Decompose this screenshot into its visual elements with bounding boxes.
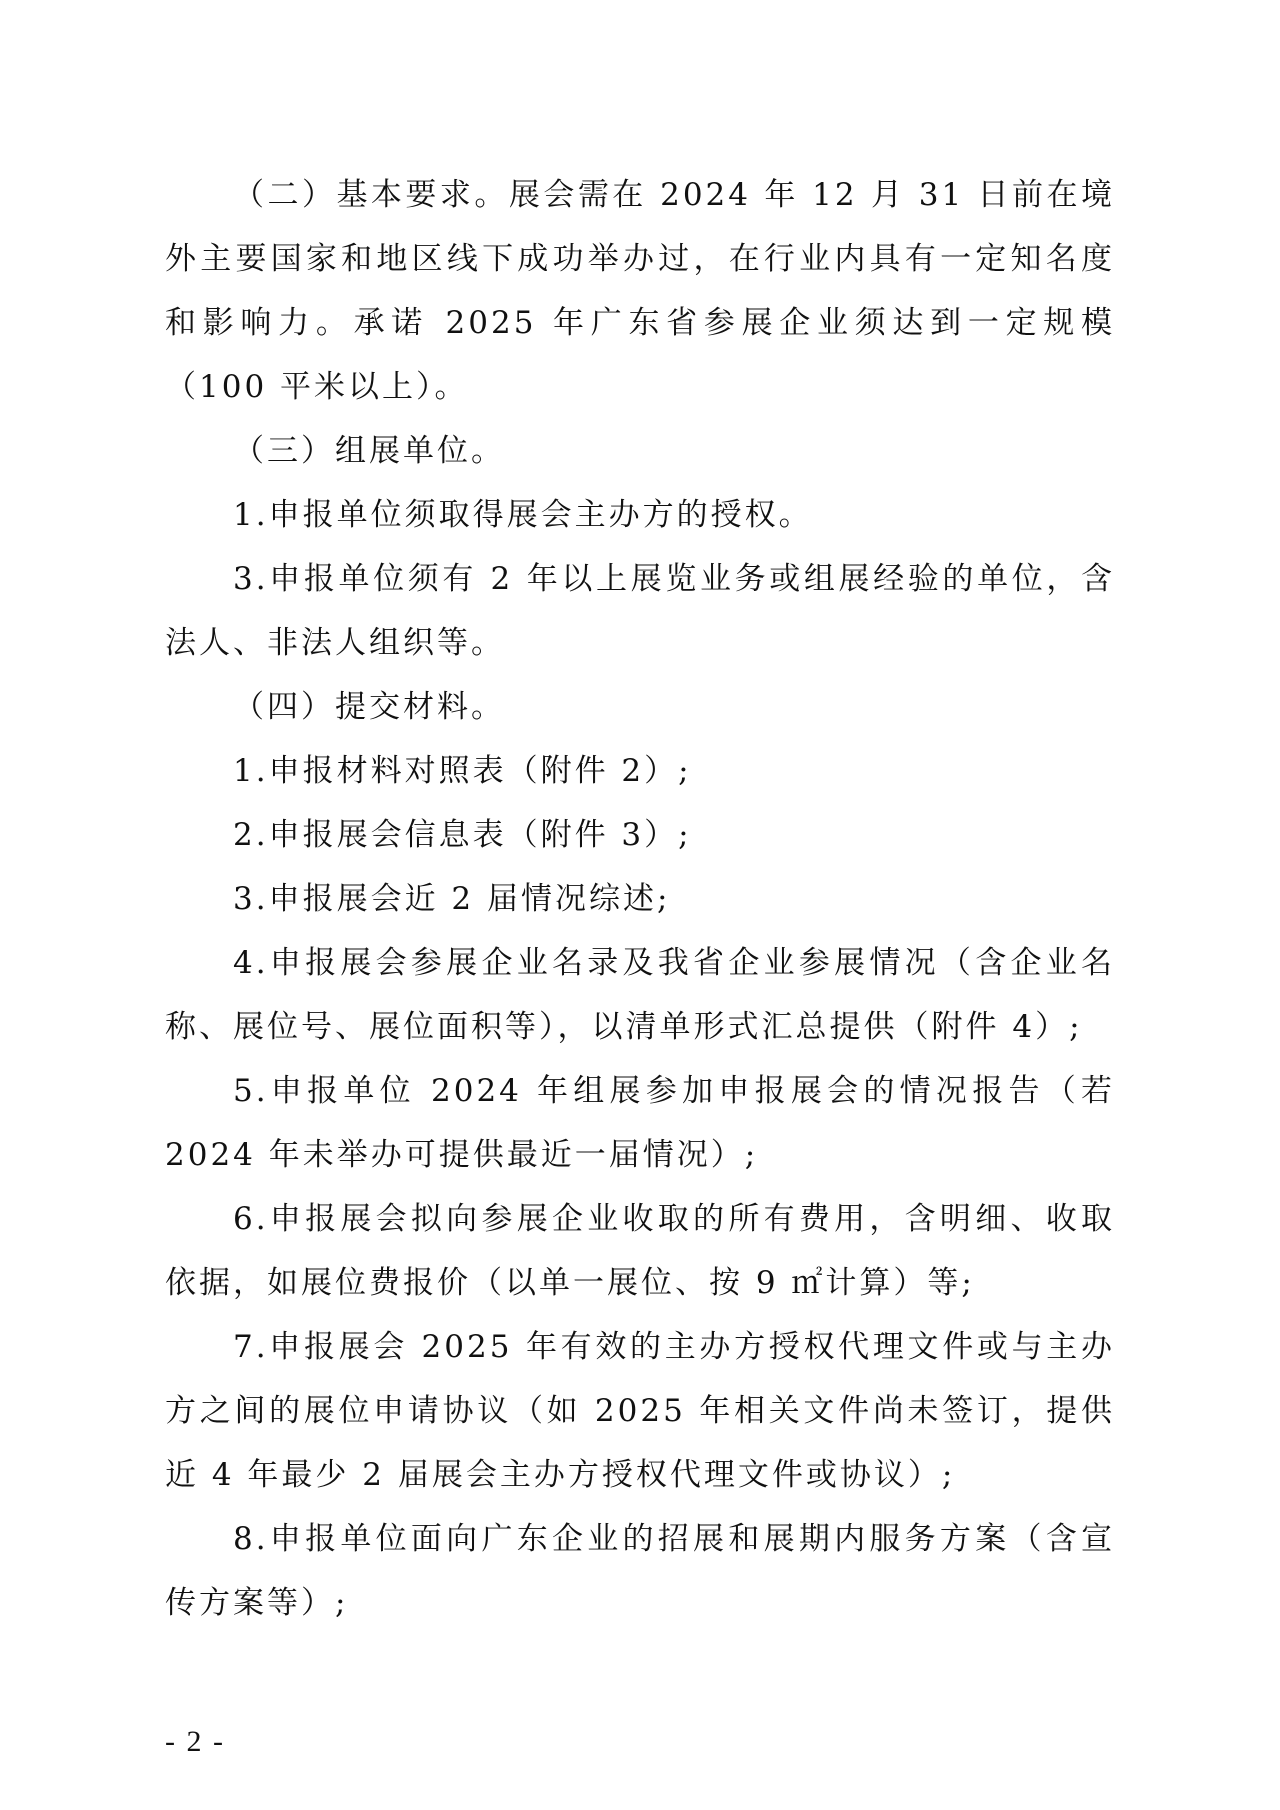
paragraph-material-item-2: 2.申报展会信息表（附件 3）;	[233, 817, 692, 853]
paragraph-organizer-item-1: 1.申报单位须取得展会主办方的授权。	[233, 497, 813, 533]
document-body	[165, 163, 1115, 1635]
paragraph-material-item-6: 6.申报展会拟向参展企业收取的所有费用，含明细、收取依据，如展位费报价（以单一展位、按 9 ㎡计算）等;	[165, 1201, 1115, 1301]
paragraph-material-item-1: 1.申报材料对照表（附件 2）;	[233, 753, 692, 789]
paragraph-material-item-4: 4.申报展会参展企业名录及我省企业参展情况（含企业名称、展位号、展位面积等），以清单形式汇总提供（附件 4）;	[165, 945, 1115, 1045]
paragraph-organizer-item-3: 3.申报单位须有 2 年以上展览业务或组展经验的单位，含法人、非法人组织等。	[165, 561, 1115, 661]
paragraph-material-item-7: 7.申报展会 2025 年有效的主办方授权代理文件或与主办方之间的展位申请协议（如 2025 年相关文件尚未签订，提供近 4 年最少 2 届展会主办方授权代理文件或协议）;	[165, 1329, 1115, 1493]
heading-materials: （四）提交材料。	[233, 689, 505, 725]
page-number: - 2 -	[165, 1725, 225, 1758]
paragraph-basic-requirements: （二）基本要求。展会需在 2024 年 12 月 31 日前在境外主要国家和地区线下成功举办过，在行业内具有一定知名度和影响力。承诺 2025 年广东省参展企业须达到一定规模（100 平米以上）。	[165, 177, 1115, 405]
heading-organizer: （三）组展单位。	[233, 433, 505, 469]
paragraph-material-item-3: 3.申报展会近 2 届情况综述;	[233, 881, 671, 917]
paragraph-material-item-5: 5.申报单位 2024 年组展参加申报展会的情况报告（若 2024 年未举办可提供最近一届情况）;	[165, 1073, 1115, 1173]
paragraph-material-item-8: 8.申报单位面向广东企业的招展和展期内服务方案（含宣传方案等）;	[165, 1521, 1115, 1621]
